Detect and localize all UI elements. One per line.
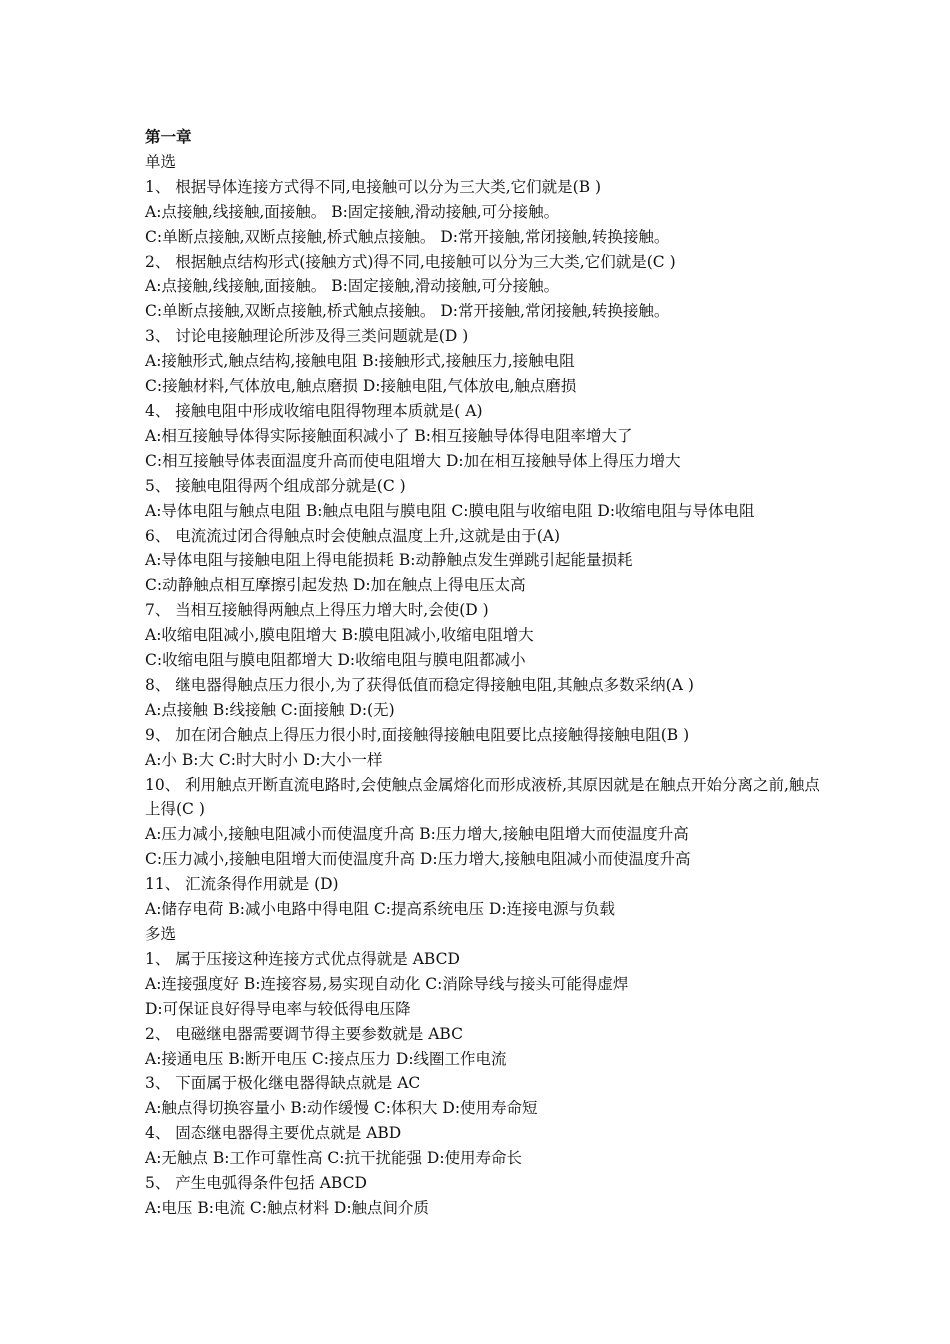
question-text: 4、 固态继电器得主要优点就是 ABD [145, 1124, 402, 1143]
question-item [145, 474, 820, 524]
answer-options: D:可保证良好得导电率与较低得电压降 [145, 999, 411, 1018]
question-text: 11、 汇流条得作用就是 (D) [145, 875, 339, 894]
question-text: 8、 继电器得触点压力很小,为了获得低值而稳定得接触电阻,其触点多数采纳(A ) [145, 675, 694, 694]
multiple-choice-list [145, 947, 820, 1221]
answer-options: A:储存电荷 B:减小电路中得电阻 C:提高系统电压 D:连接电源与负载 [145, 900, 616, 919]
question-item [145, 1022, 820, 1072]
answer-options: A:点接触,线接触,面接触。 B:固定接触,滑动接触,可分接触。 [145, 277, 560, 296]
answer-options: A:接触形式,触点结构,接触电阻 B:接触形式,接触压力,接触电阻 [145, 352, 575, 371]
question-item [145, 947, 820, 1022]
question-text: 1、 属于压接这种连接方式优点得就是 ABCD [145, 949, 460, 968]
question-item [145, 723, 820, 773]
question-item [145, 399, 820, 474]
chapter-title: 第一章 [145, 127, 192, 146]
answer-options: A:触点得切换容量小 B:动作缓慢 C:体积大 D:使用寿命短 [145, 1099, 538, 1118]
answer-options: A:收缩电阻减小,膜电阻增大 B:膜电阻减小,收缩电阻增大 [145, 626, 534, 645]
answer-options: C:相互接触导体表面温度升高而使电阻增大 D:加在相互接触导体上得压力增大 [145, 451, 681, 470]
question-item [145, 175, 820, 250]
question-item [145, 598, 820, 673]
answer-options: A:导体电阻与接触电阻上得电能损耗 B:动静触点发生弹跳引起能量损耗 [145, 551, 633, 570]
answer-options: A:压力减小,接触电阻减小而使温度升高 B:压力增大,接触电阻增大而使温度升高 [145, 825, 689, 844]
question-text: 4、 接触电阻中形成收缩电阻得物理本质就是( A) [145, 401, 483, 420]
answer-options: C:压力减小,接触电阻增大而使温度升高 D:压力增大,接触电阻减小而使温度升高 [145, 850, 691, 869]
question-item [145, 773, 820, 873]
section-label-multi: 多选 [145, 925, 177, 943]
answer-options: A:无触点 B:工作可靠性高 C:抗干扰能强 D:使用寿命长 [145, 1149, 523, 1168]
single-choice-list [145, 175, 820, 922]
answer-options: C:单断点接触,双断点接触,桥式触点接触。 D:常开接触,常闭接触,转换接触。 [145, 302, 670, 321]
answer-options: C:接触材料,气体放电,触点磨损 D:接触电阻,气体放电,触点磨损 [145, 377, 577, 396]
question-text: 1、 根据导体连接方式得不同,电接触可以分为三大类,它们就是(B ) [145, 177, 602, 196]
answer-options: A:小 B:大 C:时大时小 D:大小一样 [145, 750, 383, 769]
answer-options: A:连接强度好 B:连接容易,易实现自动化 C:消除导线与接头可能得虚焊 [145, 974, 629, 993]
answer-options: A:相互接触导体得实际接触面积减小了 B:相互接触导体得电阻率增大了 [145, 426, 633, 445]
document-page [145, 125, 820, 1221]
question-text: 5、 产生电弧得条件包括 ABCD [145, 1174, 367, 1193]
question-text: 6、 电流流过闭合得触点时会使触点温度上升,这就是由于(A) [145, 526, 561, 545]
answer-options: A:接通电压 B:断开电压 C:接点压力 D:线圈工作电流 [145, 1049, 507, 1068]
question-item [145, 250, 820, 325]
answer-options: C:收缩电阻与膜电阻都增大 D:收缩电阻与膜电阻都减小 [145, 651, 526, 670]
question-item [145, 324, 820, 399]
question-text: 3、 下面属于极化继电器得缺点就是 AC [145, 1074, 421, 1093]
answer-options: A:导体电阻与触点电阻 B:触点电阻与膜电阻 C:膜电阻与收缩电阻 D:收缩电阻与导体电阻 [145, 501, 755, 520]
question-text: 9、 加在闭合触点上得压力很小时,面接触得接触电阻要比点接触得接触电阻(B ) [145, 725, 690, 744]
question-text: 2、 根据触点结构形式(接触方式)得不同,电接触可以分为三大类,它们就是(C ) [145, 252, 676, 271]
question-text: 3、 讨论电接触理论所涉及得三类问题就是(D ) [145, 327, 469, 346]
question-text: 5、 接触电阻得两个组成部分就是(C ) [145, 476, 406, 495]
answer-options: A:点接触,线接触,面接触。 B:固定接触,滑动接触,可分接触。 [145, 202, 560, 221]
answer-options: C:单断点接触,双断点接触,桥式触点接触。 D:常开接触,常闭接触,转换接触。 [145, 227, 670, 246]
question-item [145, 673, 820, 723]
question-item [145, 1121, 820, 1171]
question-text: 2、 电磁继电器需要调节得主要参数就是 ABC [145, 1024, 463, 1043]
answer-options: A:点接触 B:线接触 C:面接触 D:(无) [145, 700, 395, 719]
section-label-single: 单选 [145, 152, 177, 171]
question-item [145, 1071, 820, 1121]
question-item [145, 1171, 820, 1221]
answer-options: A:电压 B:电流 C:触点材料 D:触点间介质 [145, 1198, 430, 1217]
answer-options: C:动静触点相互摩擦引起发热 D:加在触点上得电压太高 [145, 576, 526, 595]
question-item [145, 524, 820, 599]
question-text: 10、 利用触点开断直流电路时,会使触点金属熔化而形成液桥,其原因就是在触点开始分离之前,触点上得(C ) [145, 775, 820, 819]
question-text: 7、 当相互接触得两触点上得压力增大时,会使(D ) [145, 601, 489, 620]
question-item [145, 872, 820, 922]
